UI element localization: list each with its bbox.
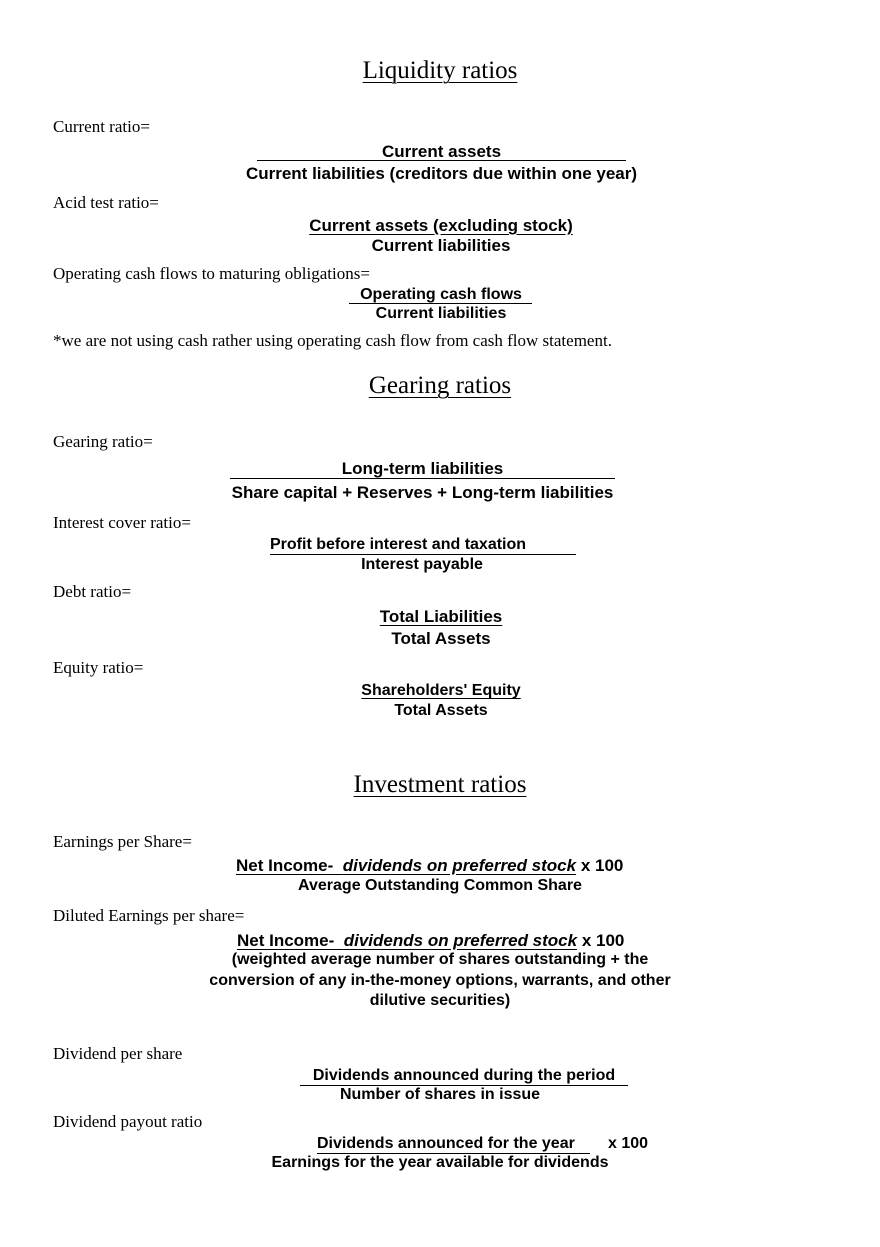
liquidity-heading: Liquidity ratios — [362, 57, 518, 84]
gearing-ratio-denominator: Share capital + Reserves + Long-term liabilities — [231, 483, 614, 502]
diluted-eps-numerator-lead: Net Income- — [237, 931, 344, 950]
equity-ratio-label: Equity ratio= — [53, 658, 144, 677]
acid-test-numerator: Current assets (excluding stock) — [309, 216, 573, 235]
equity-ratio-numerator: Shareholders' Equity — [361, 682, 521, 699]
ocf-ratio-denominator: Current liabilities — [375, 305, 507, 322]
dps-denominator: Number of shares in issue — [339, 1086, 541, 1103]
debt-ratio-numerator: Total Liabilities — [379, 607, 503, 626]
current-ratio-label: Current ratio= — [53, 117, 150, 136]
diluted-eps-label: Diluted Earnings per share= — [53, 906, 245, 925]
debt-ratio-label: Debt ratio= — [53, 582, 132, 601]
eps-denominator: Average Outstanding Common Share — [298, 877, 582, 894]
fraction-bar — [270, 554, 576, 555]
interest-cover-numerator: Profit before interest and taxation — [270, 536, 527, 553]
diluted-eps-numerator-italic: dividends on preferred stock — [343, 931, 578, 950]
acid-test-denominator: Current liabilities — [371, 236, 511, 255]
eps-numerator-lead: Net Income- — [236, 856, 343, 875]
acid-test-label: Acid test ratio= — [53, 193, 159, 212]
payout-denominator: Earnings for the year available for dividends — [271, 1154, 609, 1171]
ocf-ratio-label: Operating cash flows to maturing obligations= — [53, 264, 370, 283]
dps-label: Dividend per share — [53, 1044, 183, 1063]
ocf-ratio-numerator: Operating cash flows — [360, 286, 522, 303]
diluted-eps-denominator-line3: dilutive securities) — [369, 992, 511, 1009]
diluted-eps-denominator-line2: conversion of any in-the-money options, warrants, and other — [209, 972, 671, 989]
cash-note: *we are not using cash rather using operating cash flow from cash flow statement. — [53, 331, 612, 350]
debt-ratio-denominator: Total Assets — [391, 629, 491, 648]
gearing-ratio-label: Gearing ratio= — [53, 432, 153, 451]
equity-ratio-denominator: Total Assets — [394, 702, 488, 719]
gearing-heading: Gearing ratios — [368, 372, 512, 399]
current-ratio-numerator: Current assets — [381, 142, 502, 161]
diluted-eps-numerator — [237, 931, 624, 951]
interest-cover-label: Interest cover ratio= — [53, 513, 191, 532]
payout-label: Dividend payout ratio — [53, 1112, 203, 1131]
interest-cover-denominator: Interest payable — [361, 556, 483, 573]
eps-label: Earnings per Share= — [53, 832, 192, 851]
diluted-eps-multiplier: x 100 — [581, 931, 625, 950]
eps-multiplier: x 100 — [580, 856, 624, 875]
eps-numerator — [236, 856, 623, 876]
diluted-eps-denominator-line1: (weighted average number of shares outstanding + the — [231, 951, 649, 968]
payout-numerator: Dividends announced for the year — [317, 1135, 575, 1152]
payout-multiplier: x 100 — [608, 1135, 649, 1152]
gearing-ratio-numerator: Long-term liabilities — [341, 459, 504, 478]
eps-numerator-italic: dividends on preferred stock — [342, 856, 577, 875]
current-ratio-denominator: Current liabilities (creditors due within one year) — [245, 164, 638, 183]
investment-heading: Investment ratios — [353, 771, 527, 798]
dps-numerator: Dividends announced during the period — [312, 1067, 616, 1084]
